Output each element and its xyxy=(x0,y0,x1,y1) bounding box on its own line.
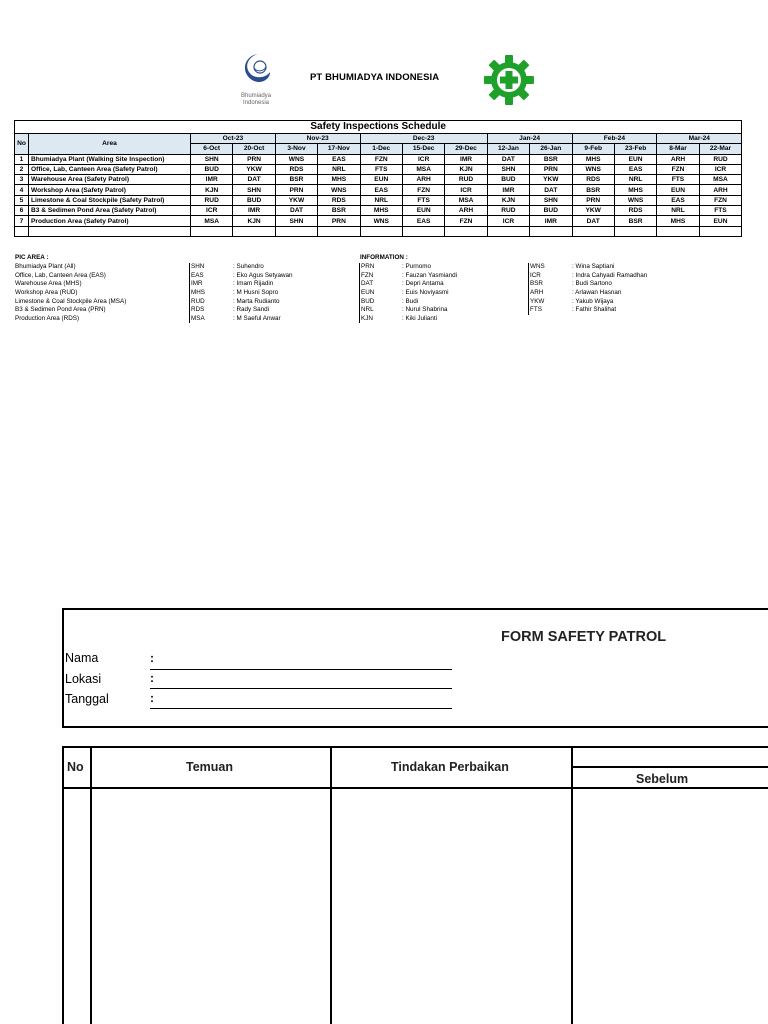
assignee-code: ICR xyxy=(191,206,233,216)
date-header: 1-Dec xyxy=(360,144,402,154)
info-person: : Kiki Julianti xyxy=(402,314,437,322)
assignee-code: ICR xyxy=(487,216,529,226)
assignee-code: EUN xyxy=(614,154,656,164)
assignee-code: BSR xyxy=(530,154,572,164)
empty-cell xyxy=(360,226,402,236)
findings-table-left xyxy=(62,746,64,1024)
info-code: NRL xyxy=(359,306,399,315)
row-number: 1 xyxy=(15,154,29,164)
assignee-code: IMR xyxy=(445,154,487,164)
pic-area-name: Office, Lab, Canteen Area (EAS) xyxy=(15,271,106,279)
assignee-code: SHN xyxy=(487,164,529,174)
info-person: : Fathir Shalihat xyxy=(572,306,617,314)
empty-cell xyxy=(191,226,233,236)
assignee-code: WNS xyxy=(614,195,656,205)
info-code: WNS xyxy=(528,263,568,272)
assignee-code: RUD xyxy=(487,206,529,216)
area-name: Warehouse Area (Safety Patrol) xyxy=(29,175,191,185)
assignee-code: BSR xyxy=(275,175,317,185)
col-header-no: No xyxy=(67,760,84,774)
k3-safety-logo xyxy=(483,54,535,106)
assignee-code: BUD xyxy=(191,164,233,174)
assignee-code: EAS xyxy=(402,216,444,226)
assignee-code: IMR xyxy=(530,216,572,226)
assignee-code: WNS xyxy=(275,154,317,164)
assignee-code: PRN xyxy=(572,195,614,205)
assignee-code: KJN xyxy=(233,216,275,226)
findings-table-header-bottom xyxy=(62,787,768,789)
area-name: Bhumiadya Plant (Walking Site Inspection) xyxy=(29,154,191,164)
pic-area-name: Limestone & Coal Stockpile Area (MSA) xyxy=(15,297,127,305)
date-header: 8-Mar xyxy=(657,144,699,154)
assignee-code: IMR xyxy=(191,175,233,185)
assignee-code: MHS xyxy=(360,206,402,216)
pic-code: MSA xyxy=(189,315,229,324)
info-code-list-2 xyxy=(528,263,568,315)
assignee-code: DAT xyxy=(487,154,529,164)
schedule-row xyxy=(15,175,742,185)
assignee-code: PRN xyxy=(318,216,360,226)
info-code-list-1 xyxy=(359,263,399,323)
form-border-bottom xyxy=(62,726,768,728)
assignee-code: EAS xyxy=(360,185,402,195)
col-header-no: No xyxy=(15,134,29,155)
info-person: : Budi xyxy=(402,297,419,305)
assignee-code: YKW xyxy=(275,195,317,205)
tanggal-label: Tanggal xyxy=(65,692,109,706)
row-number: 2 xyxy=(15,164,29,174)
row-number: 3 xyxy=(15,175,29,185)
pic-code: MHS xyxy=(189,289,229,298)
assignee-code: RDS xyxy=(572,175,614,185)
info-person: : Depri Antama xyxy=(402,280,444,288)
logo-text-line2: Indonesia xyxy=(242,100,270,106)
assignee-code: BSR xyxy=(614,216,656,226)
schedule-title-row xyxy=(15,121,742,134)
col-header-action: Tindakan Perbaikan xyxy=(391,760,509,774)
assignee-code: PRN xyxy=(530,164,572,174)
form-border-top xyxy=(62,608,768,610)
pic-area-name: Workshop Area (RUD) xyxy=(15,288,78,296)
empty-cell xyxy=(445,226,487,236)
pic-area-name: Warehouse Area (MHS) xyxy=(15,280,82,288)
lokasi-label: Lokasi xyxy=(65,672,102,686)
pic-code: IMR xyxy=(189,280,229,289)
month-header: Feb-24 xyxy=(572,134,657,144)
schedule-title: Safety Inspections Schedule xyxy=(15,121,742,134)
info-person: : Euis Noviyasmi xyxy=(402,288,449,296)
pic-code: SHN xyxy=(189,263,229,272)
assignee-code: RDS xyxy=(275,164,317,174)
info-person: : Indra Cahyadi Ramadhan xyxy=(572,271,648,279)
assignee-code: FTS xyxy=(657,175,699,185)
assignee-code: MSA xyxy=(191,216,233,226)
assignee-code: EAS xyxy=(318,154,360,164)
row-number: 7 xyxy=(15,216,29,226)
info-code: FZN xyxy=(359,272,399,281)
info-code: KJN xyxy=(359,315,399,324)
area-name: B3 & Sedimen Pond Area (Safety Patrol) xyxy=(29,206,191,216)
logo-text-line1: Bhumiadya xyxy=(240,93,272,99)
assignee-code: SHN xyxy=(191,154,233,164)
schedule-row xyxy=(15,154,742,164)
assignee-code: MHS xyxy=(572,154,614,164)
assignee-code: BUD xyxy=(233,195,275,205)
info-person: : Yakub Wijaya xyxy=(572,297,614,305)
empty-cell xyxy=(15,226,29,236)
month-header: Dec-23 xyxy=(360,134,487,144)
company-logo xyxy=(232,50,280,110)
empty-cell xyxy=(530,226,572,236)
assignee-code: ARH xyxy=(445,206,487,216)
date-header: 22-Mar xyxy=(699,144,742,154)
assignee-code: KJN xyxy=(487,195,529,205)
schedule-empty-row xyxy=(15,226,742,236)
assignee-code: ARH xyxy=(657,154,699,164)
assignee-code: NRL xyxy=(318,164,360,174)
assignee-code: FZN xyxy=(445,216,487,226)
pic-area-name: B3 & Sedimen Pond Area (PRN) xyxy=(15,306,106,314)
info-code: DAT xyxy=(359,280,399,289)
assignee-code: NRL xyxy=(614,175,656,185)
assignee-code: FTS xyxy=(402,195,444,205)
assignee-code: MHS xyxy=(614,185,656,195)
assignee-code: DAT xyxy=(275,206,317,216)
assignee-code: EUN xyxy=(699,216,742,226)
assignee-code: FTS xyxy=(699,206,742,216)
crescent-logo-icon xyxy=(232,50,280,88)
empty-cell xyxy=(487,226,529,236)
month-header: Jan-24 xyxy=(487,134,572,144)
area-name: Office, Lab, Canteen Area (Safety Patrol) xyxy=(29,164,191,174)
assignee-code: SHN xyxy=(275,216,317,226)
assignee-code: RUD xyxy=(699,154,742,164)
assignee-code: SHN xyxy=(530,195,572,205)
date-header: 26-Jan xyxy=(530,144,572,154)
info-code: ARH xyxy=(528,289,568,298)
findings-table-top xyxy=(62,746,768,748)
assignee-code: BSR xyxy=(572,185,614,195)
assignee-code: RUD xyxy=(445,175,487,185)
assignee-code: YKW xyxy=(530,175,572,185)
assignee-code: IMR xyxy=(487,185,529,195)
schedule-row xyxy=(15,216,742,226)
col-header-finding: Temuan xyxy=(186,760,233,774)
assignee-code: EAS xyxy=(657,195,699,205)
date-header: 20-Oct xyxy=(233,144,275,154)
empty-cell xyxy=(657,226,699,236)
safety-schedule-table xyxy=(14,120,742,237)
assignee-code: FZN xyxy=(657,164,699,174)
info-person: : Fauzan Yasmiandi xyxy=(402,271,458,279)
info-code: PRN xyxy=(359,263,399,272)
assignee-code: MSA xyxy=(699,175,742,185)
pic-area-list xyxy=(15,263,185,323)
assignee-code: MSA xyxy=(445,195,487,205)
col-header-before: Sebelum xyxy=(636,772,689,786)
empty-cell xyxy=(699,226,742,236)
assignee-code: WNS xyxy=(318,185,360,195)
form-border-left xyxy=(62,608,64,728)
pic-person: : Rady Sandi xyxy=(233,306,270,314)
assignee-code: MHS xyxy=(657,216,699,226)
info-code: BUD xyxy=(359,298,399,307)
assignee-code: FZN xyxy=(360,154,402,164)
assignee-code: PRN xyxy=(233,154,275,164)
pic-area-name: Bhumiadya Plant (All) xyxy=(15,263,76,270)
row-number: 6 xyxy=(15,206,29,216)
assignee-code: SHN xyxy=(233,185,275,195)
empty-cell xyxy=(572,226,614,236)
pic-person: : Suhendro xyxy=(233,263,264,270)
assignee-code: EAS xyxy=(614,164,656,174)
assignee-code: WNS xyxy=(572,164,614,174)
date-header: 29-Dec xyxy=(445,144,487,154)
information-heading: INFORMATION : xyxy=(360,254,408,261)
info-person: : Arlawan Hasnan xyxy=(572,288,622,296)
pic-code: EAS xyxy=(189,272,229,281)
assignee-code: BUD xyxy=(530,206,572,216)
pic-name-list xyxy=(233,263,353,323)
empty-cell xyxy=(402,226,444,236)
assignee-code: FTS xyxy=(360,164,402,174)
assignee-code: EUN xyxy=(360,175,402,185)
month-header: Oct-23 xyxy=(191,134,276,144)
empty-cell xyxy=(318,226,360,236)
assignee-code: ICR xyxy=(445,185,487,195)
empty-cell xyxy=(275,226,317,236)
assignee-code: EUN xyxy=(657,185,699,195)
row-number: 5 xyxy=(15,195,29,205)
info-person: : Budi Sartono xyxy=(572,280,612,288)
assignee-code: MHS xyxy=(318,175,360,185)
assignee-code: BSR xyxy=(318,206,360,216)
info-person: : Wina Saptiani xyxy=(572,263,615,270)
empty-cell xyxy=(614,226,656,236)
assignee-code: RDS xyxy=(614,206,656,216)
column-divider-no xyxy=(90,746,92,1024)
assignee-code: ARH xyxy=(402,175,444,185)
lokasi-field[interactable] xyxy=(150,688,452,689)
assignee-code: YKW xyxy=(233,164,275,174)
info-name-list-2 xyxy=(572,263,712,315)
assignee-code: MSA xyxy=(402,164,444,174)
assignee-code: ICR xyxy=(699,164,742,174)
assignee-code: EUN xyxy=(402,206,444,216)
date-header: 6-Oct xyxy=(191,144,233,154)
assignee-code: NRL xyxy=(657,206,699,216)
gear-cross-icon xyxy=(483,54,535,106)
assignee-code: ICR xyxy=(402,154,444,164)
date-header: 15-Dec xyxy=(402,144,444,154)
assignee-code: ARH xyxy=(699,185,742,195)
assignee-code: KJN xyxy=(445,164,487,174)
nama-colon: : xyxy=(150,651,154,665)
month-header: Mar-24 xyxy=(657,134,742,144)
date-header: 9-Feb xyxy=(572,144,614,154)
pic-code-list xyxy=(189,263,229,323)
pic-area-heading: PIC AREA : xyxy=(15,254,49,261)
info-code: ICR xyxy=(528,272,568,281)
column-divider-finding xyxy=(330,746,332,1024)
schedule-row xyxy=(15,185,742,195)
info-code: BSR xyxy=(528,280,568,289)
assignee-code: DAT xyxy=(530,185,572,195)
pic-person: : Eko Agus Setyawan xyxy=(233,271,293,279)
month-header: Nov-23 xyxy=(275,134,360,144)
photo-subheader-line xyxy=(571,766,768,768)
empty-cell xyxy=(29,226,191,236)
assignee-code: BUD xyxy=(487,175,529,185)
assignee-code: RUD xyxy=(191,195,233,205)
lokasi-colon: : xyxy=(150,671,154,685)
column-divider-action xyxy=(571,746,573,1024)
date-header: 12-Jan xyxy=(487,144,529,154)
info-name-list-1 xyxy=(402,263,522,323)
info-code: YKW xyxy=(528,298,568,307)
area-name: Production Area (Safety Patrol) xyxy=(29,216,191,226)
pic-area-name: Production Area (RDS) xyxy=(15,314,80,322)
tanggal-field[interactable] xyxy=(150,708,452,709)
area-name: Workshop Area (Safety Patrol) xyxy=(29,185,191,195)
assignee-code: FZN xyxy=(402,185,444,195)
area-name: Limestone & Coal Stockpile (Safety Patrol) xyxy=(29,195,191,205)
company-name: PT BHUMIADYA INDONESIA xyxy=(310,72,440,83)
assignee-code: WNS xyxy=(360,216,402,226)
assignee-code: KJN xyxy=(191,185,233,195)
info-person: : Purnomo xyxy=(402,263,432,270)
assignee-code: FZN xyxy=(699,195,742,205)
nama-label: Nama xyxy=(65,651,99,665)
assignee-code: PRN xyxy=(275,185,317,195)
nama-field[interactable] xyxy=(150,669,452,670)
info-code: FTS xyxy=(528,306,568,315)
assignee-code: IMR xyxy=(233,206,275,216)
pic-person: : Imam Rijadin xyxy=(233,280,274,288)
assignee-code: RDS xyxy=(318,195,360,205)
assignee-code: DAT xyxy=(572,216,614,226)
empty-cell xyxy=(233,226,275,236)
schedule-row xyxy=(15,195,742,205)
info-person: : Nurul Shabrina xyxy=(402,306,448,314)
form-title: FORM SAFETY PATROL xyxy=(501,629,667,645)
date-header: 23-Feb xyxy=(614,144,656,154)
schedule-row xyxy=(15,206,742,216)
assignee-code: DAT xyxy=(233,175,275,185)
row-number: 4 xyxy=(15,185,29,195)
schedule-row xyxy=(15,164,742,174)
schedule-month-row xyxy=(15,134,742,144)
date-header: 17-Nov xyxy=(318,144,360,154)
pic-code: RDS xyxy=(189,306,229,315)
pic-person: : Marta Rudianto xyxy=(233,297,280,305)
pic-person: : M Husni Sopro xyxy=(233,288,279,296)
col-header-area: Area xyxy=(29,134,191,155)
assignee-code: NRL xyxy=(360,195,402,205)
assignee-code: YKW xyxy=(572,206,614,216)
pic-person: : M Saeful Anwar xyxy=(233,314,281,322)
pic-code: RUD xyxy=(189,298,229,307)
info-code: EUN xyxy=(359,289,399,298)
tanggal-colon: : xyxy=(150,691,154,705)
date-header: 3-Nov xyxy=(275,144,317,154)
